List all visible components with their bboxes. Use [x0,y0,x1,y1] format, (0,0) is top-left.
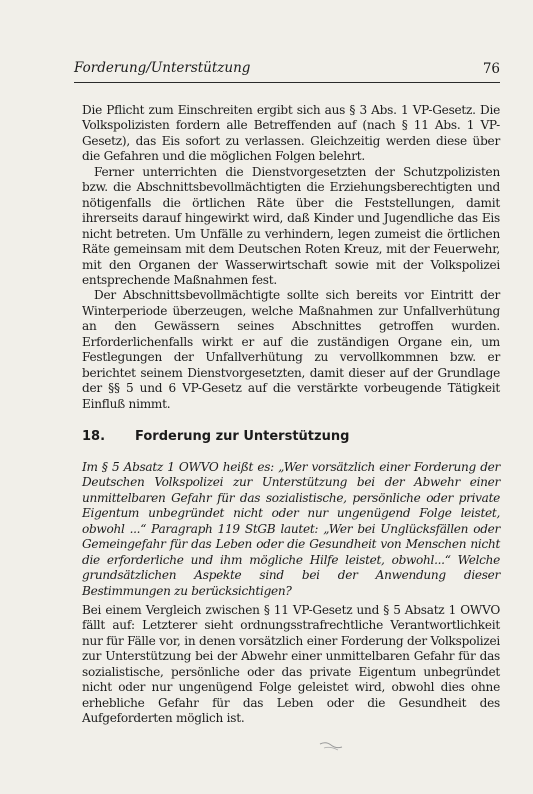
running-head-title: Forderung/Unterstützung [74,60,251,76]
running-head [74,60,500,76]
answer-text-block [82,603,500,727]
section-heading [82,429,500,444]
page-number: 76 [482,61,500,77]
ink-smudge-mark [318,739,344,753]
intro-text-block [82,103,500,412]
section-number: 18. [82,429,106,444]
question-text: Im § 5 Absatz 1 OWVO heißt es: „Wer vorsätzlich einer Forderung der Deutschen Volkspolizei zur Unterstützung bei der Abwehr einer unmittelbaren Gefahr für das sozialistische, persönliche oder private Eigentum unbegründet nicht oder nur ungenügend Folge leistet, obwohl ...“ Paragraph 119 StGB lautet: „Wer bei Unglücksfällen oder Gemeingefahr für das Leben oder die Gesundheit von Menschen nicht die erforderliche und ihm mögliche Hilfe leistet, obwohl...“ Welche grundsätzlichen Aspekte sind bei der Anwendung dieser Bestimmungen zu berücksichtigen? [82,460,500,598]
paragraph-answer: Bei einem Vergleich zwischen § 11 VP-Gesetz und § 5 Absatz 1 OWVO fällt auf: Letzterer sieht ordnungsstrafrechtliche Verantwortlichkeit nur für Fälle vor, in denen vorsätzlich einer Forderung der Volkspolizei zur Unterstützung bei der Abwehr einer unmittelbaren Gefahr für das sozialistische, persönliche oder das private Eigentum unbegründet nicht oder nur ungenügend Folge geleistet wird, obwohl dies ohne erhebliche Gefahr für das Leben oder die Gesundheit des Aufgeforderten möglich ist. [82,603,500,726]
paragraph-notification: Ferner unterrichten die Dienstvorgesetzten der Schutzpolizisten bzw. die Abschnittsbevollmächtigten die Erziehungsberechtigten und nötigenfalls die örtlichen Räte über die Feststellungen, damit ihrerseits darauf hingewirkt wird, daß Kinder und Jugendliche das Eis nicht betreten. Um Unfälle zu verhindern, legen zumeist die örtlichen Räte gemeinsam mit dem Deutschen Roten Kreuz, mit der Feuerwehr, mit den Organen der Wasserwirtschaft sowie mit der Volkspolizei entsprechende Maßnahmen fest. [82,164,500,287]
section-title: Forderung zur Unterstützung [135,429,350,444]
paragraph-duty: Die Pflicht zum Einschreiten ergibt sich aus § 3 Abs. 1 VP-Gesetz. Die Volkspolizisten fordern alle Betreffenden auf (nach § 11 Abs. 1 VP-Gesetz), das Eis sofort zu verlassen. Gleichzeitig werden diese über die Gefahren und die möglichen Folgen belehrt. [82,103,500,164]
header-rule [74,82,500,83]
paragraph-section-officer: Der Abschnittsbevollmächtigte sollte sich bereits vor Eintritt der Winterperiode überzeugen, welche Maßnahmen zur Unfallverhütung an den Gewässern seines Abschnittes getroffen wurden. Erforderlichenfalls wirkt er auf die zuständigen Organe ein, um Festlegungen der Unfallverhütung zu vervollkommnen bzw. er berichtet seinem Dienstvorgesetzten, damit dieser auf der Grundlage der §§ 5 und 6 VP-Gesetz auf die verstärkte vorbeugende Tätigkeit Einfluß nimmt. [82,288,500,411]
